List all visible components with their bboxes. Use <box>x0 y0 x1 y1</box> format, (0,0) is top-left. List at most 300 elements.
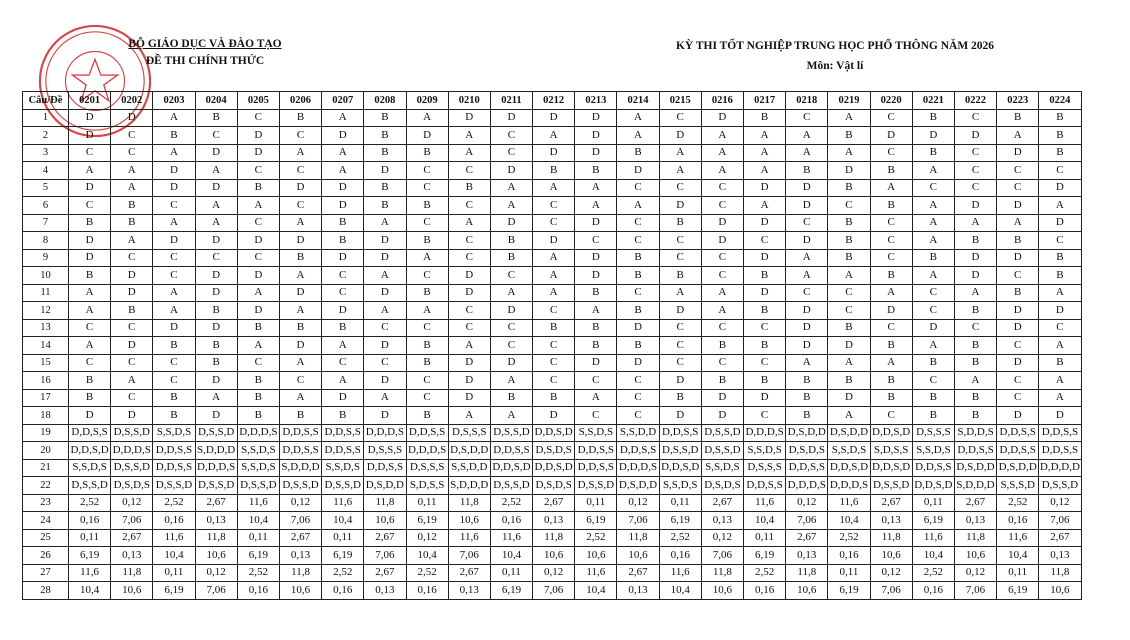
answer-cell: D <box>701 232 743 250</box>
answer-cell: D <box>1039 179 1081 197</box>
answer-cell: D,D,D,S <box>111 442 153 460</box>
answer-cell: A <box>659 144 701 162</box>
answer-cell: 0,16 <box>744 582 786 600</box>
answer-cell: A <box>701 162 743 180</box>
answer-cell: A <box>575 179 617 197</box>
answer-cell: B <box>1039 267 1081 285</box>
answer-cell: 10,6 <box>533 547 575 565</box>
answer-cell: D,D,S,S <box>617 442 659 460</box>
answer-cell: 11,8 <box>1039 564 1081 582</box>
answer-cell: 11,8 <box>533 529 575 547</box>
answer-cell: C <box>744 407 786 425</box>
answer-cell: D <box>111 109 153 127</box>
answer-cell: B <box>322 232 364 250</box>
answer-cell: C <box>111 127 153 145</box>
answer-cell: C <box>153 372 195 390</box>
answer-cell: D <box>364 284 406 302</box>
answer-cell: A <box>322 109 364 127</box>
answer-cell: 10,4 <box>153 547 195 565</box>
answer-cell: D,S,S,D <box>575 477 617 495</box>
answer-cell: 10,6 <box>1039 582 1081 600</box>
answer-cell: A <box>111 162 153 180</box>
answer-cell: B <box>954 354 996 372</box>
answer-cell: 6,19 <box>490 582 532 600</box>
answer-cell: A <box>828 109 870 127</box>
answer-cell: D <box>701 407 743 425</box>
answer-cell: S,S,D,S <box>153 424 195 442</box>
answer-cell: D <box>111 284 153 302</box>
table-row <box>23 582 1082 600</box>
answer-cell: B <box>659 389 701 407</box>
answer-cell: D <box>195 372 237 390</box>
answer-cell: 6,19 <box>828 582 870 600</box>
table-row <box>23 249 1082 267</box>
exam-code-header: 0208 <box>364 92 406 110</box>
answer-cell: A <box>1039 197 1081 215</box>
table-row <box>23 494 1082 512</box>
answer-cell: A <box>1039 337 1081 355</box>
answer-cell: B <box>828 372 870 390</box>
answer-cell: 0,11 <box>322 529 364 547</box>
answer-cell: C <box>322 267 364 285</box>
answer-cell: D <box>575 109 617 127</box>
table-row <box>23 424 1082 442</box>
answer-cell: C <box>406 319 448 337</box>
answer-cell: C <box>954 319 996 337</box>
answer-cell: B <box>912 249 954 267</box>
answer-cell: B <box>870 267 912 285</box>
answer-cell: 6,19 <box>406 512 448 530</box>
answer-cell: B <box>575 162 617 180</box>
answer-cell: C <box>912 179 954 197</box>
answer-cell: B <box>912 109 954 127</box>
answer-cell: D,D,S,D <box>659 459 701 477</box>
question-number: 23 <box>23 494 69 512</box>
answer-cell: C <box>279 162 321 180</box>
question-number: 4 <box>23 162 69 180</box>
answer-cell: D,D,S,S <box>1039 424 1081 442</box>
corner-header: Câu/Đề <box>23 92 69 110</box>
answer-cell: 0,11 <box>490 564 532 582</box>
answer-cell: A <box>617 109 659 127</box>
answer-cell: D,S,D,D <box>786 424 828 442</box>
answer-cell: B <box>744 372 786 390</box>
answer-cell: D,S,D,S <box>533 477 575 495</box>
answer-cell: S,S,D,S <box>575 424 617 442</box>
answer-cell: 11,8 <box>279 564 321 582</box>
answer-cell: B <box>69 389 111 407</box>
answer-cell: B <box>111 302 153 320</box>
answer-cell: D <box>490 354 532 372</box>
answer-cell: A <box>322 162 364 180</box>
answer-cell: 7,06 <box>111 512 153 530</box>
answer-cell: D <box>786 319 828 337</box>
answer-cell: C <box>533 337 575 355</box>
answer-cell: D <box>69 232 111 250</box>
answer-cell: B <box>406 284 448 302</box>
answer-cell: B <box>195 109 237 127</box>
answer-cell: B <box>153 389 195 407</box>
answer-cell: D,D,S,D <box>533 459 575 477</box>
answer-cell: A <box>786 127 828 145</box>
answer-cell: 2,67 <box>111 529 153 547</box>
answer-cell: D <box>322 389 364 407</box>
answer-cell: 10,4 <box>237 512 279 530</box>
answer-cell: B <box>954 337 996 355</box>
answer-cell: C <box>912 302 954 320</box>
answer-cell: 10,4 <box>744 512 786 530</box>
answer-cell: B <box>364 179 406 197</box>
answer-cell: C <box>954 109 996 127</box>
answer-cell: D,D,S,S <box>575 442 617 460</box>
answer-cell: D,D,S,D <box>870 459 912 477</box>
answer-cell: D,S,S,D <box>195 424 237 442</box>
answer-cell: B <box>322 407 364 425</box>
answer-cell: 11,6 <box>153 529 195 547</box>
answer-cell: D,S,S,S <box>364 442 406 460</box>
answer-cell: 11,6 <box>997 529 1039 547</box>
answer-cell: 0,13 <box>1039 547 1081 565</box>
answer-cell: D <box>786 179 828 197</box>
answer-cell: B <box>153 127 195 145</box>
answer-cell: B <box>575 284 617 302</box>
answer-cell: 0,11 <box>237 529 279 547</box>
answer-cell: D <box>195 319 237 337</box>
answer-cell: B <box>786 162 828 180</box>
answer-cell: D,D,S,S <box>322 442 364 460</box>
answer-cell: A <box>322 144 364 162</box>
answer-cell: D,S,S,S <box>448 424 490 442</box>
answer-cell: C <box>701 197 743 215</box>
answer-cell: D <box>997 249 1039 267</box>
answer-cell: A <box>575 197 617 215</box>
answer-cell: A <box>533 284 575 302</box>
answer-cell: B <box>195 337 237 355</box>
answer-cell: D <box>997 197 1039 215</box>
table-row <box>23 459 1082 477</box>
answer-cell: 6,19 <box>659 512 701 530</box>
answer-cell: D <box>533 232 575 250</box>
answer-cell: B <box>828 127 870 145</box>
answer-cell: A <box>870 354 912 372</box>
answer-cell: D,D,D,S <box>786 477 828 495</box>
question-number: 11 <box>23 284 69 302</box>
question-number: 18 <box>23 407 69 425</box>
answer-cell: D <box>237 267 279 285</box>
answer-cell: D,D,S,S <box>575 459 617 477</box>
answer-cell: B <box>448 179 490 197</box>
question-number: 14 <box>23 337 69 355</box>
answer-cell: 0,13 <box>111 547 153 565</box>
answer-cell: B <box>617 249 659 267</box>
answer-cell: S,S,D,D <box>448 459 490 477</box>
answer-cell: 6,19 <box>153 582 195 600</box>
answer-cell: B <box>744 267 786 285</box>
table-row <box>23 302 1082 320</box>
answer-cell: C <box>1039 162 1081 180</box>
answer-cell: A <box>828 267 870 285</box>
answer-cell: A <box>786 144 828 162</box>
answer-cell: 0,11 <box>659 494 701 512</box>
answer-cell: D <box>69 249 111 267</box>
answer-cell: 6,19 <box>575 512 617 530</box>
answer-cell: D <box>870 127 912 145</box>
answer-cell: D,D,D,S <box>406 442 448 460</box>
answer-cell: 10,4 <box>912 547 954 565</box>
answer-cell: D <box>701 109 743 127</box>
answer-cell: C <box>870 109 912 127</box>
answer-cell: D <box>406 127 448 145</box>
answer-cell: 2,52 <box>406 564 448 582</box>
question-number: 3 <box>23 144 69 162</box>
answer-cell: B <box>997 232 1039 250</box>
table-row <box>23 547 1082 565</box>
answer-cell: 0,16 <box>997 512 1039 530</box>
answer-cell: 10,6 <box>870 547 912 565</box>
exam-code-header: 0218 <box>786 92 828 110</box>
answer-cell: D <box>490 109 532 127</box>
answer-cell: 10,4 <box>322 512 364 530</box>
answer-cell: B <box>870 372 912 390</box>
answer-cell: D,S,S,D <box>322 477 364 495</box>
table-row <box>23 179 1082 197</box>
answer-cell: 2,67 <box>701 494 743 512</box>
answer-cell: D <box>195 179 237 197</box>
answer-cell: A <box>279 389 321 407</box>
answer-cell: D,D,S,S <box>997 424 1039 442</box>
answer-cell: B <box>279 319 321 337</box>
exam-code-header: 0214 <box>617 92 659 110</box>
answer-cell: D <box>195 267 237 285</box>
answer-cell: D,S,D,S <box>701 477 743 495</box>
answer-cell: D,D,S,S <box>364 459 406 477</box>
answer-cell: C <box>575 372 617 390</box>
answer-cell: B <box>912 389 954 407</box>
answer-cell: C <box>153 249 195 267</box>
answer-cell: D <box>364 249 406 267</box>
answer-cell: C <box>490 144 532 162</box>
answer-cell: D,D,S,S <box>69 424 111 442</box>
answer-cell: D,D,S,D <box>69 442 111 460</box>
answer-cell: D,D,S,D <box>490 459 532 477</box>
answer-cell: C <box>237 162 279 180</box>
answer-cell: B <box>279 407 321 425</box>
answer-cell: 10,4 <box>997 547 1039 565</box>
answer-cell: 11,8 <box>954 529 996 547</box>
exam-code-header: 0215 <box>659 92 701 110</box>
answer-cell: D <box>279 337 321 355</box>
answer-cell: B <box>954 232 996 250</box>
answer-cell: B <box>870 389 912 407</box>
answer-cell: A <box>279 267 321 285</box>
answer-cell: C <box>659 354 701 372</box>
answer-cell: 6,19 <box>744 547 786 565</box>
answer-cell: C <box>954 162 996 180</box>
answer-cell: B <box>912 407 954 425</box>
answer-cell: 0,16 <box>659 547 701 565</box>
question-number: 22 <box>23 477 69 495</box>
exam-code-header: 0209 <box>406 92 448 110</box>
answer-cell: C <box>111 354 153 372</box>
answer-cell: 11,8 <box>111 564 153 582</box>
answer-cell: C <box>153 197 195 215</box>
subject-label: Môn: Vật lí <box>806 60 864 72</box>
answer-cell: 10,6 <box>701 582 743 600</box>
answer-cell: B <box>279 249 321 267</box>
answer-cell: C <box>744 232 786 250</box>
exam-code-header: 0205 <box>237 92 279 110</box>
answer-cell: D <box>744 214 786 232</box>
answer-cell: D,D,S,S <box>153 459 195 477</box>
answer-cell: D,D,S,S <box>490 442 532 460</box>
exam-code-header: 0217 <box>744 92 786 110</box>
answer-cell: C <box>659 109 701 127</box>
answer-cell: D <box>448 109 490 127</box>
answer-cell: B <box>406 354 448 372</box>
table-row <box>23 232 1082 250</box>
answer-cell: 10,6 <box>195 547 237 565</box>
answer-cell: 2,67 <box>533 494 575 512</box>
answer-cell: A <box>153 302 195 320</box>
answer-cell: 0,13 <box>701 512 743 530</box>
answer-cell: S,D,S,S <box>406 477 448 495</box>
answer-cell: A <box>701 302 743 320</box>
answer-cell: A <box>1039 284 1081 302</box>
answer-cell: B <box>195 302 237 320</box>
answer-cell: D <box>533 109 575 127</box>
answer-cell: D <box>954 197 996 215</box>
answer-cell: D <box>195 407 237 425</box>
answer-cell: B <box>490 232 532 250</box>
table-row <box>23 407 1082 425</box>
answer-cell: A <box>153 109 195 127</box>
answer-cell: 11,6 <box>912 529 954 547</box>
answer-cell: A <box>533 267 575 285</box>
table-row <box>23 512 1082 530</box>
answer-cell: B <box>364 127 406 145</box>
answer-cell: B <box>617 267 659 285</box>
answer-cell: 0,12 <box>954 564 996 582</box>
answer-cell: D,S,S,D <box>490 477 532 495</box>
answer-cell: D <box>69 407 111 425</box>
question-number: 7 <box>23 214 69 232</box>
answer-cell: B <box>659 267 701 285</box>
answer-cell: B <box>744 302 786 320</box>
answer-cell: C <box>279 127 321 145</box>
answer-cell: C <box>617 372 659 390</box>
answer-cell: D <box>237 232 279 250</box>
answer-cell: C <box>870 407 912 425</box>
answer-cell: D <box>744 249 786 267</box>
answer-cell: C <box>744 354 786 372</box>
answer-cell: 0,11 <box>153 564 195 582</box>
exam-code-header: 0210 <box>448 92 490 110</box>
exam-title: KỲ THI TỐT NGHIỆP TRUNG HỌC PHỔ THÔNG NĂM 2026 <box>675 40 995 52</box>
table-row <box>23 197 1082 215</box>
answer-cell: A <box>69 337 111 355</box>
answer-cell: A <box>1039 372 1081 390</box>
answer-cell: C <box>828 302 870 320</box>
answer-key-table <box>22 91 1082 600</box>
answer-cell: D <box>364 162 406 180</box>
table-row <box>23 477 1082 495</box>
answer-cell: D,S,S,S <box>912 424 954 442</box>
answer-cell: C <box>786 284 828 302</box>
answer-cell: A <box>744 127 786 145</box>
question-number: 20 <box>23 442 69 460</box>
answer-cell: 7,06 <box>786 512 828 530</box>
answer-cell: C <box>153 354 195 372</box>
answer-cell: 0,16 <box>828 547 870 565</box>
answer-cell: D <box>828 162 870 180</box>
answer-cell: A <box>195 162 237 180</box>
answer-cell: B <box>195 354 237 372</box>
answer-cell: D,S,S,D <box>701 442 743 460</box>
answer-cell: D <box>237 127 279 145</box>
answer-cell: C <box>659 319 701 337</box>
question-number: 5 <box>23 179 69 197</box>
answer-cell: S,D,D,D <box>279 459 321 477</box>
exam-code-header: 0211 <box>490 92 532 110</box>
answer-cell: D <box>786 232 828 250</box>
answer-cell: D <box>237 302 279 320</box>
table-row <box>23 372 1082 390</box>
answer-cell: D,S,S,D <box>69 477 111 495</box>
answer-cell: A <box>575 389 617 407</box>
answer-cell: D <box>997 407 1039 425</box>
answer-cell: D <box>322 179 364 197</box>
answer-cell: C <box>617 389 659 407</box>
answer-cell: D <box>828 389 870 407</box>
answer-cell: C <box>870 249 912 267</box>
answer-cell: A <box>111 232 153 250</box>
table-row <box>23 127 1082 145</box>
exam-code-header: 0212 <box>533 92 575 110</box>
answer-cell: 2,52 <box>744 564 786 582</box>
answer-cell: B <box>870 197 912 215</box>
answer-cell: A <box>912 267 954 285</box>
answer-cell: D,D,S,D <box>828 459 870 477</box>
answer-cell: D <box>237 144 279 162</box>
answer-cell: D,S,S,D <box>153 477 195 495</box>
answer-cell: C <box>533 302 575 320</box>
answer-cell: B <box>322 319 364 337</box>
answer-cell: A <box>364 267 406 285</box>
exam-code-header: 0220 <box>870 92 912 110</box>
answer-cell: D,D,D,S <box>744 424 786 442</box>
answer-cell: 0,16 <box>69 512 111 530</box>
table-row <box>23 284 1082 302</box>
answer-cell: 0,11 <box>828 564 870 582</box>
answer-cell: C <box>1039 319 1081 337</box>
answer-cell: S,S,D,S <box>659 477 701 495</box>
answer-cell: C <box>744 319 786 337</box>
answer-cell: B <box>406 337 448 355</box>
answer-cell: D <box>153 319 195 337</box>
answer-cell: A <box>954 372 996 390</box>
answer-cell: B <box>1039 249 1081 267</box>
table-row <box>23 267 1082 285</box>
answer-cell: D <box>744 179 786 197</box>
answer-cell: C <box>490 337 532 355</box>
answer-cell: 0,16 <box>322 582 364 600</box>
answer-cell: 10,6 <box>954 547 996 565</box>
answer-cell: A <box>195 389 237 407</box>
answer-cell: A <box>617 127 659 145</box>
answer-cell: B <box>237 372 279 390</box>
answer-cell: B <box>1039 109 1081 127</box>
answer-cell: D <box>111 267 153 285</box>
